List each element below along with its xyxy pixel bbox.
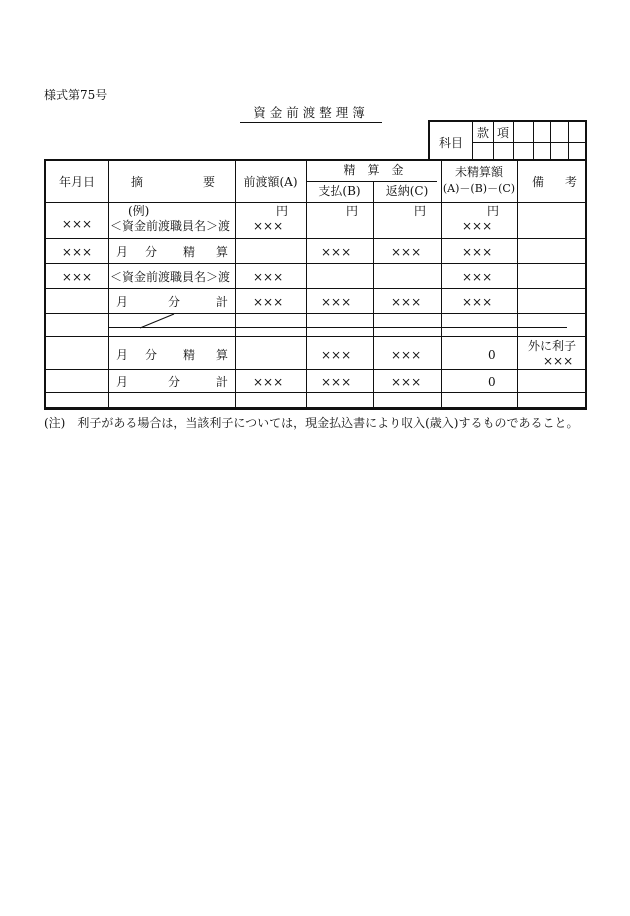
row5-refund: ××× (391, 348, 422, 362)
header-unsettled: 未精算額 (454, 165, 503, 179)
row6-unsettled: 0 (488, 375, 496, 389)
header-refund: 返納(C) (385, 184, 429, 198)
header-payment: 支払(B) (318, 184, 361, 198)
row1-date: ××× (61, 217, 93, 231)
row4-s3: 計 (216, 295, 229, 309)
kou-label: 項 (497, 126, 510, 140)
row-line (46, 336, 585, 337)
subject-divider (472, 122, 473, 160)
ledger-table (44, 159, 587, 410)
col-divider (108, 161, 109, 407)
col-divider (517, 161, 518, 407)
row4-advance: ××× (253, 295, 284, 309)
row2-s3: 精 (183, 245, 196, 259)
row1-advance: ××× (253, 219, 284, 233)
row-line (46, 313, 585, 314)
header-settlement: 精 算 金 (343, 163, 404, 177)
row5-payment: ××× (321, 348, 352, 362)
row3-date: ××× (61, 270, 93, 284)
subject-row-line (473, 142, 585, 143)
row5-s1: 月 (116, 348, 129, 362)
row4-s1: 月 (116, 295, 129, 309)
row2-s1: 月 (116, 245, 129, 259)
row6-s2: 分 (168, 375, 181, 389)
subject-divider (513, 122, 514, 160)
form-number: 様式第75号 (44, 88, 108, 102)
subject-box (428, 120, 587, 160)
row5-unsettled: 0 (488, 348, 496, 362)
col-divider (441, 161, 442, 407)
row2-payment: ××× (321, 245, 352, 259)
row-line (306, 181, 437, 182)
subject-divider (550, 122, 551, 160)
row-line (46, 238, 585, 239)
subject-divider (533, 122, 534, 160)
diagonal-stroke (138, 312, 178, 330)
header-remarks-1: 備 (532, 175, 545, 189)
subject-divider (568, 122, 569, 160)
row3-summary: ＜資金前渡職員名＞渡 (110, 270, 231, 284)
row6-s1: 月 (116, 375, 129, 389)
header-summary-2: 要 (203, 175, 216, 189)
row5-remarks-2: ××× (543, 354, 574, 368)
kan-label: 款 (477, 126, 490, 140)
row2-refund: ××× (391, 245, 422, 259)
header-remarks-2: 考 (565, 175, 578, 189)
row2-unsettled: ××× (462, 245, 493, 259)
row4-unsettled: ××× (462, 295, 493, 309)
page-title: 資金前渡整理簿 (240, 103, 382, 123)
row4-s2: 分 (168, 295, 181, 309)
row1-payment-unit: 円 (346, 204, 359, 218)
header-summary-1: 摘 (131, 175, 144, 189)
row2-date: ××× (61, 245, 93, 259)
header-advance: 前渡額(A) (243, 175, 298, 189)
row1-example: (例) (128, 204, 150, 218)
row6-refund: ××× (391, 375, 422, 389)
row-line (46, 369, 585, 370)
row2-s4: 算 (216, 245, 229, 259)
row2-s2: 分 (145, 245, 158, 259)
row1-summary: ＜資金前渡職員名＞渡 (110, 219, 231, 233)
row6-payment: ××× (321, 375, 352, 389)
row1-refund-unit: 円 (414, 204, 427, 218)
row6-advance: ××× (253, 375, 284, 389)
subject-divider (493, 122, 494, 160)
row1-unsettled-unit: 円 (487, 204, 500, 218)
row1-advance-unit: 円 (276, 204, 289, 218)
header-unsettled-formula: (A)－(B)－(C) (442, 182, 516, 195)
row4-refund: ××× (391, 295, 422, 309)
row-line (46, 263, 585, 264)
col-divider (373, 181, 374, 407)
row3-advance: ××× (253, 270, 284, 284)
row5-s2: 分 (145, 348, 158, 362)
row5-s4: 算 (216, 348, 229, 362)
row5-remarks-1: 外に利子 (528, 339, 577, 353)
row1-unsettled: ××× (462, 219, 493, 233)
row4-payment: ××× (321, 295, 352, 309)
header-date: 年月日 (58, 175, 95, 189)
row-line (46, 288, 585, 289)
col-divider (235, 161, 236, 407)
row5-s3: 精 (183, 348, 196, 362)
row6-s3: 計 (216, 375, 229, 389)
row3-unsettled: ××× (462, 270, 493, 284)
row-line (46, 392, 585, 393)
row-line (46, 202, 585, 203)
subject-label: 科目 (439, 136, 464, 150)
footnote: (注) 利子がある場合は，当該利子については，現金払込書により収入(歳入)するものであること。 (44, 416, 579, 430)
